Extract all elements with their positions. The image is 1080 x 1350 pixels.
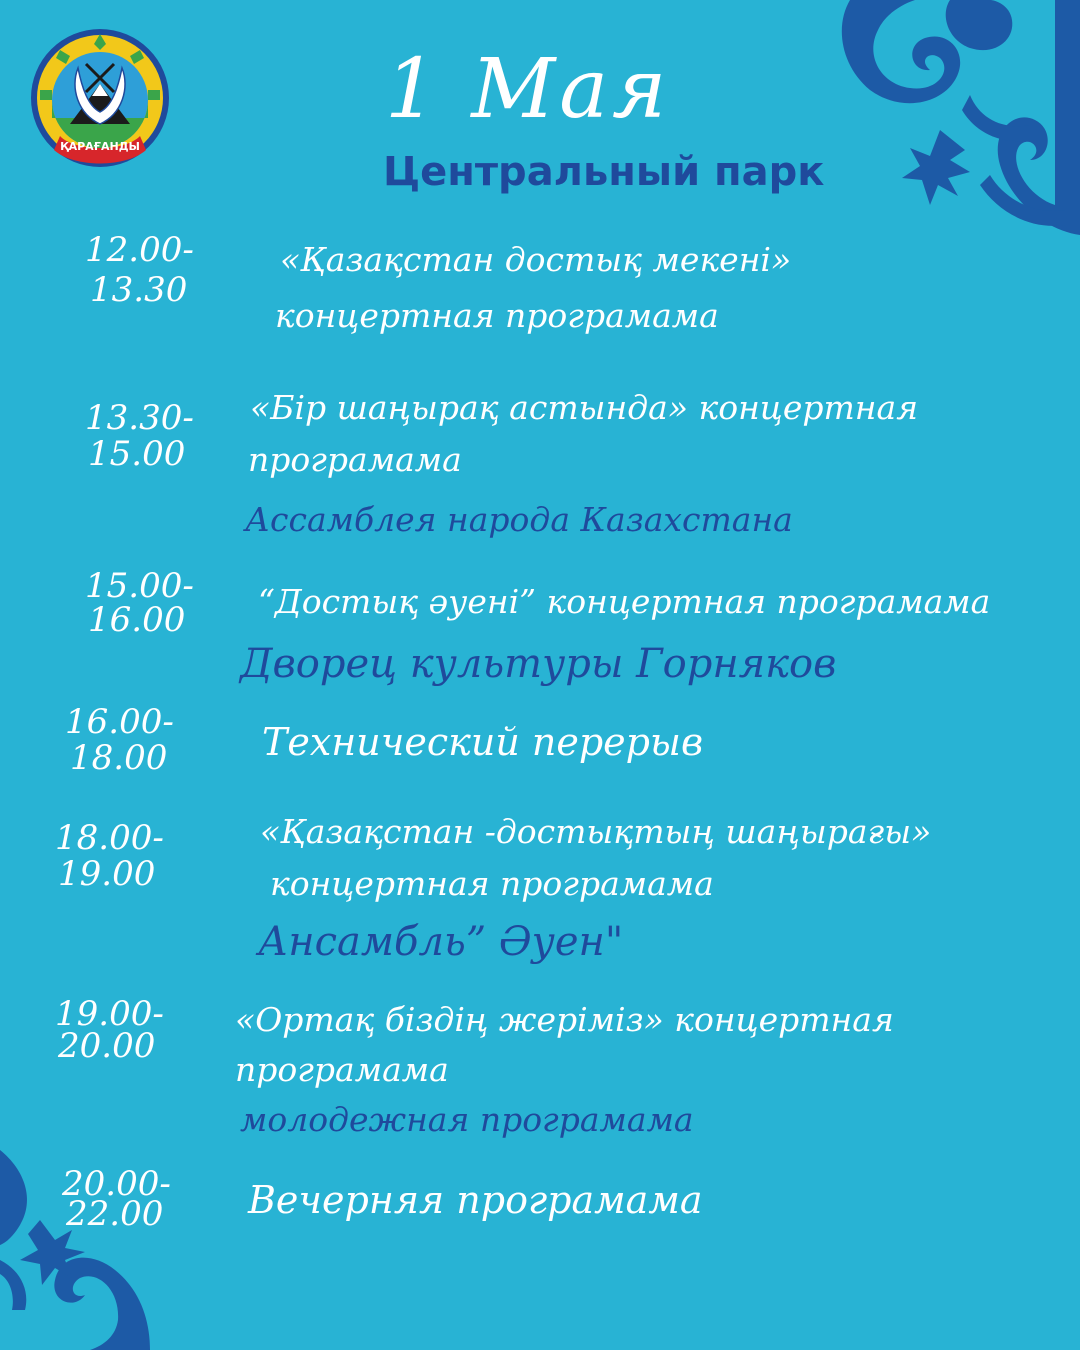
logo-text-holder — [30, 28, 170, 168]
schedule-time-start: 20.00- — [62, 1164, 171, 1204]
schedule-time-start: 18.00- — [55, 818, 164, 858]
schedule-organizer: Ансамбль” Әуен" — [258, 919, 624, 965]
schedule-time-start: 12.00- — [85, 230, 194, 270]
schedule-event-line: «Бір шаңырақ астында» концертная — [250, 388, 919, 427]
schedule-event-line: програмама — [235, 1050, 449, 1089]
schedule-time-start: 16.00- — [65, 702, 174, 742]
schedule-organizer: Дворец культуры Горняков — [240, 641, 837, 687]
schedule-organizer: молодежная програмама — [240, 1100, 694, 1139]
schedule-time-start: 15.00- — [85, 566, 194, 606]
ornament-top-right-icon — [830, 0, 1080, 240]
schedule-event-line: Вечерняя програмама — [248, 1178, 703, 1222]
schedule-time-end: 15.00 — [88, 434, 186, 474]
schedule-event-line: «Ортақ біздің жеріміз» концертная — [235, 1000, 894, 1039]
schedule-organizer: Ассамблея народа Казахстана — [245, 500, 793, 539]
schedule-time-end: 18.00 — [70, 738, 168, 778]
schedule-event-line: «Қазақстан -достықтың шаңырағы» — [260, 812, 932, 851]
schedule-event-line: програмама — [248, 440, 462, 479]
schedule-event-line: “Достық әуені” концертная програмама — [258, 582, 991, 621]
schedule-time-start: 13.30- — [85, 398, 194, 438]
logo-text: ҚАРАҒАНДЫ — [60, 140, 140, 153]
schedule-event-line: Технический перерыв — [262, 720, 704, 764]
schedule-time-end: 13.30 — [90, 270, 188, 310]
schedule-time-end: 19.00 — [58, 854, 156, 894]
schedule-time-end: 16.00 — [88, 600, 186, 640]
schedule-time-start: 19.00- — [55, 994, 164, 1034]
schedule-time-end: 20.00 — [58, 1026, 156, 1066]
schedule-event-line: концертная програмама — [275, 296, 719, 335]
page-title: 1 Мая — [385, 42, 671, 137]
schedule-event-line: «Қазақстан достық мекені» — [280, 240, 792, 279]
page-subtitle: Центральный парк — [383, 149, 825, 195]
schedule-event-line: концертная програмама — [270, 864, 714, 903]
schedule-time-end: 22.00 — [66, 1194, 164, 1234]
